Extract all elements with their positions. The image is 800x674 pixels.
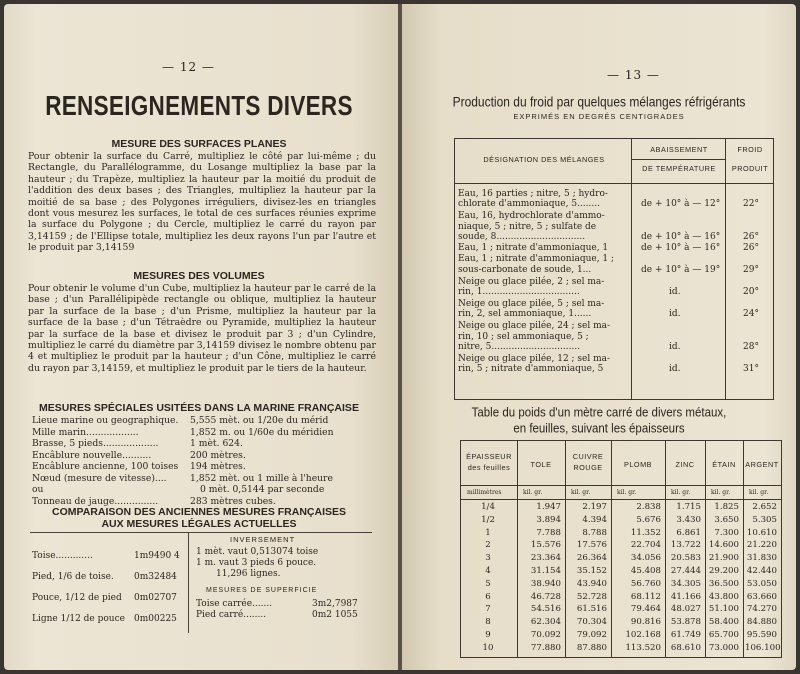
mixture-line: rin, 10 ; sel ammoniaque, 5 ;: [458, 331, 589, 342]
mixture-line: Eau, 1 ; nitrate d'ammoniaque, 1: [458, 242, 609, 253]
weight-cell: 73.000: [708, 642, 739, 653]
thickness-cell: 6: [485, 591, 491, 602]
weight-cell: 61.516: [576, 604, 607, 615]
weight-cell: 36.500: [708, 578, 739, 589]
marine-label: Nœud (mesure de vitesse)....: [32, 472, 167, 484]
refrigerant-table: [454, 138, 774, 400]
weight-cell: 22.704: [630, 540, 661, 551]
col-divider: [665, 441, 666, 657]
table2-header: ÉTAIN: [712, 460, 736, 469]
weight-cell: 102.168: [625, 630, 661, 640]
weight-cell: 77.880: [530, 642, 561, 653]
marine-label: Lieue marine ou geographique.: [32, 415, 179, 426]
weight-cell: 34.305: [670, 578, 701, 589]
inverse-line: 1 mèt. vaut 0,513074 toise: [196, 547, 319, 557]
unit-label: kil. gr.: [523, 489, 543, 496]
table2-header: PLOMB: [623, 460, 653, 469]
inverse-line: 1 m. vaut 3 pieds 6 pouce.: [196, 558, 317, 568]
weight-cell: 17.576: [576, 540, 607, 551]
weight-cell: 84.880: [746, 617, 777, 628]
thickness-cell: 2: [485, 540, 491, 551]
comparison-heading-1: COMPARAISON DES ANCIENNES MESURES FRANÇAISES: [51, 506, 347, 518]
weight-cell: 21.900: [708, 553, 739, 564]
temperature-cell: de + 10° à — 16°: [641, 242, 721, 253]
surfaces-heading: MESURE DES SURFACES PLANES: [111, 138, 287, 150]
weight-cell: 61.749: [670, 630, 701, 640]
weight-cell: 8.788: [582, 527, 607, 538]
table2-header: TOLE: [530, 460, 552, 469]
mixture-line: rin, 1..................................: [458, 287, 580, 298]
weight-cell: 4.394: [582, 514, 607, 525]
weight-cell: 6.861: [676, 527, 701, 538]
marine-value: 5,555 mèt. ou 1/20e du mérid: [190, 415, 329, 426]
weight-cell: 3.430: [676, 514, 701, 525]
froid-cell: 29°: [743, 264, 759, 275]
col-froid-2: PRODUIT: [731, 164, 769, 173]
mixture-cell: [458, 243, 608, 253]
old-measure-value: 0m02707: [134, 593, 177, 603]
surface-value: 0m2 1055: [312, 610, 358, 620]
weight-cell: 10.610: [746, 527, 777, 538]
header-subdivider: [632, 159, 725, 160]
weight-cell: 29.200: [708, 566, 739, 576]
mixture-line: Neige ou glace pilée, 24 ; sel ma-: [458, 321, 611, 332]
thickness-cell: 3: [485, 553, 491, 564]
mixture-line: Neige ou glace pilée, 5 ; sel ma-: [458, 299, 605, 309]
comparison-heading-2: AUX MESURES LÉGALES ACTUELLES: [101, 518, 297, 530]
inverse-line: 11,296 lignes.: [216, 569, 281, 579]
metal-weight-table: [460, 440, 782, 658]
col-divider: [631, 139, 632, 399]
open-book: [4, 4, 796, 670]
temperature-cell: id.: [669, 287, 681, 298]
volumes-text: Pour obtenir le volume d'un Cube, multipliez la hauteur par le carré de la base ; d'un Parallélipipède rectangle ou oblique, multipliez la hauteur par la surface de la base ; d'un Prisme, multipliez la hauteur par la surface de la base ; d'un Tétraèdre ou Pyramide, multipliez la hauteur par la surface de la base et divisez le produit par 3 ; d'un Cylindre, multipliez le carré du diamètre par 3,14159 divisez le nombre obtenu par 4 et multipliez le produit par la hauteur ; d'un Cône, multipliez le carré du rayon par 3,14159, et multipliez le produit par le tiers de la hauteur.: [28, 283, 376, 374]
mixture-line: nitre, 5...............................: [458, 342, 581, 353]
thickness-cell: 9: [485, 630, 491, 640]
mixture-cell: [458, 211, 605, 242]
weight-cell: 90.816: [630, 617, 661, 628]
weight-cell: 58.400: [708, 617, 739, 628]
weight-cell: 7.300: [714, 527, 739, 538]
temperature-cell: de + 10° à — 16°: [641, 232, 721, 243]
weight-cell: 113.520: [625, 642, 661, 653]
weight-cell: 63.660: [746, 591, 777, 602]
weight-cell: 46.728: [530, 591, 561, 602]
mixture-line: Eau, 1 ; nitrate d'ammoniaque, 1 ;: [458, 254, 615, 265]
temperature-cell: id.: [669, 364, 681, 375]
mixture-line: rin, 5 ; nitrate d'ammoniaque, 5: [458, 364, 604, 375]
surface-heading: MESURES DE SUPERFICIE: [206, 587, 318, 594]
mixture-cell: [458, 299, 604, 320]
weight-cell: 2.838: [636, 502, 661, 512]
weight-cell: 56.760: [630, 578, 661, 589]
weight-cell: 45.408: [630, 566, 661, 576]
table2-header: ÉPAISSEUR des feuilles: [466, 452, 512, 472]
thickness-cell: 4: [485, 566, 491, 576]
unit-label: millimètres: [467, 489, 502, 496]
mixture-line: soude, 8...............................: [458, 232, 586, 243]
weight-cell: 34.056: [630, 553, 661, 564]
page-title: RENSEIGNEMENTS DIVERS: [45, 90, 353, 122]
unit-label: kil. gr.: [749, 489, 769, 496]
unit-label: kil. gr.: [571, 489, 591, 496]
froid-cell: 26°: [743, 232, 759, 243]
page-number-right: — 13 —: [607, 68, 660, 82]
weight-cell: 48.027: [670, 604, 701, 615]
mixture-cell: [458, 321, 610, 352]
mixture-cell: [458, 189, 608, 210]
thickness-cell: 5: [485, 578, 491, 589]
col-divider: [611, 441, 612, 657]
weight-cell: 31.830: [746, 553, 777, 564]
weight-cell: 11.352: [630, 527, 661, 538]
weight-cell: 23.364: [530, 553, 561, 564]
marine-label: Brasse, 5 pieds...................: [32, 438, 159, 449]
old-measure-label: Toise.............: [32, 551, 93, 561]
header-divider: [455, 183, 773, 184]
col-abaissement-1: ABAISSEMENT: [650, 145, 708, 154]
old-measure-value: 0m00225: [134, 614, 177, 624]
old-measure-label: Pied, 1/6 de toise.: [32, 572, 114, 582]
marine-value: 1 mèt. 624.: [190, 438, 243, 449]
weight-cell: 14.600: [708, 540, 739, 551]
thickness-cell: 10: [482, 642, 494, 653]
temperature-cell: de + 10° à — 19°: [641, 264, 721, 275]
mixture-cell: [458, 277, 604, 298]
col-abaissement-2: DE TEMPÉRATURE: [642, 164, 716, 173]
weight-cell: 62.304: [530, 617, 561, 628]
table2-header: ZINC: [675, 460, 695, 469]
mixture-line: sous-carbonate de soude, 1...: [458, 264, 592, 275]
thickness-cell: 7: [485, 604, 491, 615]
marine-label: Encâblure ancienne, 100 toises: [32, 461, 179, 472]
weight-cell: 5.305: [752, 514, 777, 525]
surfaces-text: Pour obtenir la surface du Carré, multipliez le côté par lui-même ; du Rectangle, du Parallélogramme, du Losange multipliez la base par la hauteur ; du Trapèze, multipliez la hauteur par la moitié du produit de l'addition des deux bases ; des Triangles, multipliez la hauteur par la moitié de sa base ; des Polygones irréguliers, divisez-les en triangles dont vous mesurez les surfaces, le total de ces surfaces réunies exprime la surface du Polygone ; du Cercle, multipliez le carré du rayon par 3,14159 ; de l'Ellipse totale, multipliez les deux rayons l'un par l'autre et le produit par 3,14159: [28, 151, 376, 254]
table1-title: Production du froid par quelques mélanges réfrigérants: [452, 94, 746, 111]
weight-cell: 53.878: [670, 617, 701, 628]
weight-cell: 2.652: [752, 502, 777, 512]
col-divider: [705, 441, 706, 657]
weight-cell: 1.825: [714, 502, 739, 512]
table2-title-2: en feuilles, suivant les épaisseurs: [513, 422, 685, 436]
thickness-cell: 8: [485, 617, 491, 628]
surface-label: Pied carré........: [196, 610, 267, 620]
old-measure-value: 1m9490 4: [134, 551, 180, 561]
weight-cell: 53.050: [746, 578, 777, 589]
header-divider: [461, 485, 781, 486]
weight-cell: 52.728: [576, 591, 607, 602]
weight-cell: 70.092: [530, 630, 561, 640]
weight-cell: 54.516: [530, 604, 561, 615]
volumes-heading: MESURES DES VOLUMES: [133, 270, 265, 282]
thickness-cell: 1: [485, 527, 491, 538]
mixture-cell: [458, 254, 614, 275]
marine-label: ou: [32, 484, 44, 495]
mixture-cell: [458, 354, 610, 375]
weight-cell: 74.270: [746, 604, 777, 615]
col-divider: [565, 441, 566, 657]
inverse-heading: INVERSEMENT: [230, 535, 296, 544]
marine-row: [32, 473, 372, 484]
thickness-cell: 1/4: [481, 502, 495, 512]
weight-cell: 38.940: [530, 578, 561, 589]
page-number-left: — 12 —: [162, 60, 215, 74]
marine-row: [32, 496, 372, 507]
weight-cell: 7.788: [536, 527, 561, 538]
marine-value: 194 mètres.: [190, 461, 246, 472]
right-page: [402, 4, 796, 670]
comparison-divider: [188, 533, 189, 633]
weight-cell: 27.444: [670, 566, 701, 576]
weight-cell: 3.650: [714, 514, 739, 525]
unit-divider: [461, 499, 781, 500]
mixture-line: chlorate d'ammoniaque, 5........: [458, 199, 600, 210]
weight-cell: 95.590: [746, 630, 777, 640]
marine-heading: MESURES SPÉCIALES USITÉES DANS LA MARINE FRANÇAISE: [39, 402, 359, 414]
mixture-line: niaque, 5 ; nitre, 5 ; sulfate de: [458, 221, 597, 232]
froid-cell: 26°: [743, 242, 759, 253]
weight-cell: 13.722: [670, 540, 701, 551]
weight-cell: 51.100: [708, 604, 739, 615]
col-froid-1: FROID: [737, 145, 763, 154]
weight-cell: 20.583: [670, 553, 701, 564]
marine-label: Mille marin..................: [32, 426, 139, 438]
marine-value: 283 mètres cubes.: [190, 495, 276, 507]
marine-row: [32, 438, 372, 449]
unit-label: kil. gr.: [711, 489, 731, 496]
weight-cell: 1.947: [536, 502, 561, 512]
weight-cell: 31.154: [530, 566, 561, 576]
mixture-line: Eau, 16 parties ; nitre, 5 ; hydro-: [458, 189, 608, 199]
old-measure-value: 0m32484: [134, 572, 177, 582]
weight-cell: 26.364: [576, 553, 607, 564]
froid-cell: 31°: [743, 364, 759, 375]
weight-cell: 43.940: [576, 578, 607, 589]
mixture-line: Eau, 16, hydrochlorate d'ammo-: [458, 211, 605, 222]
surface-label: Toise carrée.......: [196, 599, 273, 609]
weight-cell: 2.197: [582, 502, 607, 512]
mixture-line: rin, 2, sel ammoniaque, 1......: [458, 309, 592, 320]
weight-cell: 1.715: [676, 502, 701, 512]
comparison-table: [30, 532, 372, 638]
froid-cell: 20°: [743, 287, 759, 298]
temperature-cell: de + 10° à — 12°: [641, 199, 721, 210]
col-divider: [517, 441, 518, 657]
weight-cell: 21.220: [746, 540, 777, 551]
col-divider: [725, 139, 726, 399]
temperature-cell: id.: [669, 309, 681, 320]
froid-cell: 22°: [743, 199, 759, 210]
weight-cell: 3.894: [536, 514, 561, 525]
marine-value: 1,852 m. ou 1/60e du méridien: [190, 426, 334, 438]
unit-label: kil. gr.: [617, 489, 637, 496]
table2-header: ARGENT: [745, 460, 779, 469]
weight-cell: 68.610: [670, 642, 701, 653]
table2-title-1: Table du poids d'un mètre carré de divers métaux,: [471, 406, 727, 420]
marine-row: [32, 461, 372, 472]
surface-value: 3m2,7987: [312, 599, 358, 609]
weight-cell: 79.464: [630, 604, 661, 615]
marine-value: 1,852 mèt. ou 1 mille à l'heure: [190, 472, 333, 484]
table1-subtitle: EXPRIMÉS EN DEGRÉS CENTIGRADES: [513, 112, 685, 121]
weight-cell: 35.152: [576, 566, 607, 576]
weight-cell: 65.700: [708, 630, 739, 640]
marine-row: [32, 450, 372, 461]
temperature-cell: id.: [669, 342, 681, 353]
marine-label: Encâblure nouvelle..........: [32, 449, 152, 461]
weight-cell: 41.166: [670, 591, 701, 602]
weight-cell: 87.880: [576, 642, 607, 653]
mixture-line: Neige ou glace pilée, 2 ; sel ma-: [458, 276, 605, 287]
marine-label: Tonneau de jauge...............: [32, 495, 159, 507]
old-measure-label: Ligne 1/12 de pouce: [32, 614, 125, 624]
weight-cell: 5.676: [636, 514, 661, 525]
mixture-line: Neige ou glace pilée, 12 ; sel ma-: [458, 354, 611, 364]
froid-cell: 28°: [743, 342, 759, 353]
weight-cell: 106.100: [745, 642, 781, 653]
froid-cell: 24°: [743, 309, 759, 320]
table2-header: CUIVRE ROUGE: [572, 452, 604, 472]
thickness-cell: 1/2: [481, 514, 495, 525]
marine-row: [32, 484, 372, 495]
marine-row: [32, 427, 372, 438]
marine-value: 200 mètres.: [190, 449, 246, 461]
weight-cell: 79.092: [576, 630, 607, 640]
weight-cell: 43.800: [708, 591, 739, 602]
weight-cell: 70.304: [576, 617, 607, 628]
weight-cell: 42.440: [746, 566, 777, 576]
col-designation: DÉSIGNATION DES MÉLANGES: [483, 155, 605, 164]
old-measure-label: Pouce, 1/12 de pied: [32, 593, 122, 603]
marine-row: [32, 415, 372, 426]
weight-cell: 15.576: [530, 540, 561, 551]
left-page: [4, 4, 398, 670]
col-divider: [743, 441, 744, 657]
weight-cell: 68.112: [630, 591, 661, 602]
unit-label: kil. gr.: [671, 489, 691, 496]
marine-value: 0 mèt. 0,5144 par seconde: [200, 484, 325, 495]
